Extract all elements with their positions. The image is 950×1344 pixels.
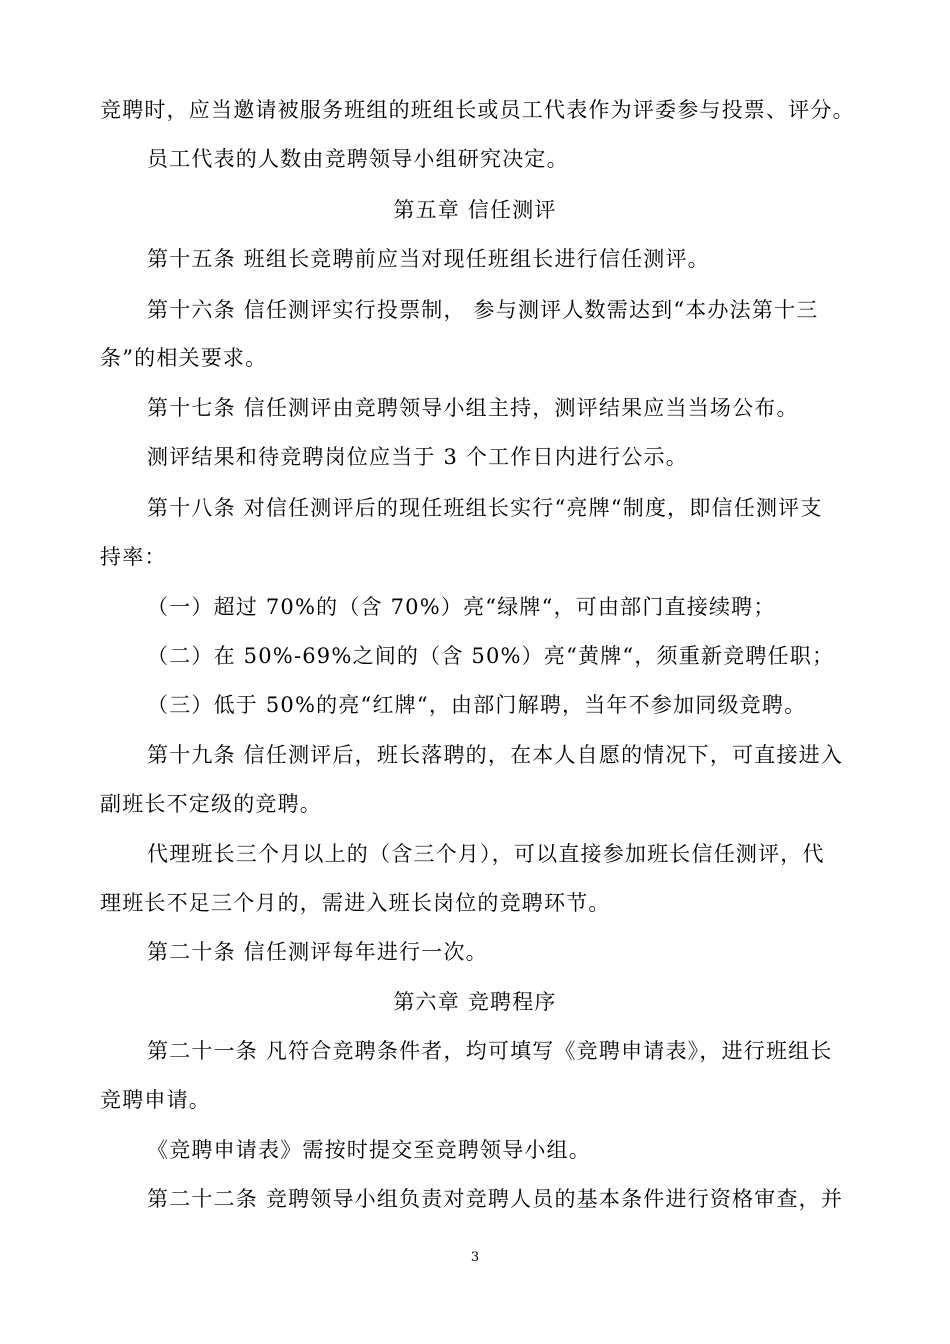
article-line: 第十七条 信任测评由竞聘领导小组主持，测评结果应当当场公布。 <box>147 396 799 420</box>
article-line: 第十八条 对信任测评后的现任班组长实行“亮牌“制度，即信任测评支 <box>147 496 823 520</box>
page-number: 3 <box>470 1250 480 1265</box>
article-line: 第二十一条 凡符合竞聘条件者，均可填写《竞聘申请表》，进行班组长 <box>147 1039 833 1063</box>
paragraph-line: 员工代表的人数由竞聘领导小组研究决定。 <box>147 147 569 171</box>
article-line: 第十五条 班组长竞聘前应当对现任班组长进行信任测评。 <box>147 247 710 271</box>
paragraph-line: 竞聘时，应当邀请被服务班组的班组长或员工代表作为评委参与投票、评分。 <box>100 98 855 122</box>
article-line: 第二十条 信任测评每年进行一次。 <box>147 940 488 964</box>
chapter-heading: 第六章 竞聘程序 <box>393 990 557 1014</box>
paragraph-line: 测评结果和待竞聘岗位应当于 3 个工作日内进行公示。 <box>147 445 688 469</box>
list-item: （三）低于 50%的亮“红牌“，由部门解聘，当年不参加同级竞聘。 <box>147 693 807 717</box>
article-continuation: 持率： <box>100 545 167 569</box>
article-line: 第十九条 信任测评后，班长落聘的，在本人自愿的情况下，可直接进入 <box>147 743 844 767</box>
article-continuation: 竞聘申请。 <box>100 1088 211 1112</box>
article-line: 第二十二条 竞聘领导小组负责对竞聘人员的基本条件进行资格审查，并 <box>147 1187 844 1211</box>
article-line: 第十六条 信任测评实行投票制， 参与测评人数需达到“本办法第十三 <box>147 298 819 322</box>
list-item: （一）超过 70%的（含 70%）亮“绿牌“，可由部门直接续聘； <box>147 595 776 619</box>
chapter-heading: 第五章 信任测评 <box>393 198 557 222</box>
paragraph-continuation: 理班长不足三个月的，需进入班长岗位的竞聘环节。 <box>100 891 611 915</box>
list-item: （二）在 50%-69%之间的（含 50%）亮“黄牌“，须重新竞聘任职； <box>147 644 835 668</box>
article-continuation: 条”的相关要求。 <box>100 346 268 370</box>
article-continuation: 副班长不定级的竞聘。 <box>100 792 322 816</box>
paragraph-line: 代理班长三个月以上的（含三个月），可以直接参加班长信任测评，代 <box>147 842 825 866</box>
paragraph-line: 《竞聘申请表》需按时提交至竞聘领导小组。 <box>147 1138 591 1162</box>
